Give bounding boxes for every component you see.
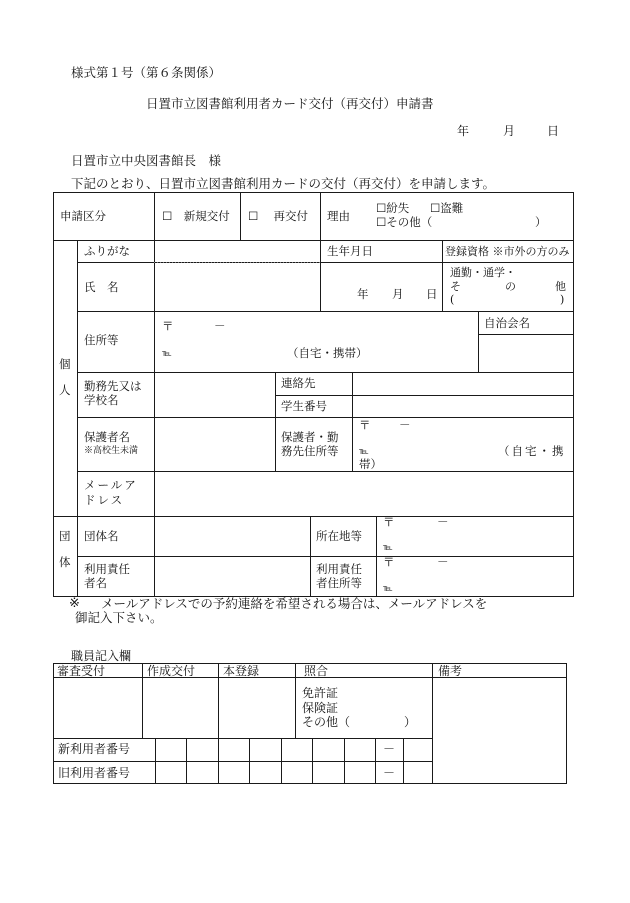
old-user-number-dash: －	[383, 766, 396, 780]
furigana-label: ふりがな	[84, 244, 130, 258]
guardian-home-mobile-2: 帯）	[359, 457, 382, 471]
location-postal-mark: 〒	[383, 515, 395, 529]
org-name-label: 団体名	[84, 529, 119, 543]
location-tel-mark: ℡	[383, 543, 393, 553]
birth-day-label: 日	[426, 287, 438, 301]
birth-year-label: 年	[357, 287, 369, 301]
guardian-note: ※高校生未満	[84, 446, 139, 456]
date-day-label: 日	[547, 124, 560, 138]
form-title: 日置市立図書館利用者カード交付（再交付）申請書	[146, 96, 434, 111]
email-label-1: メールア	[84, 478, 138, 492]
guardian-address-label-2: 務先住所等	[281, 444, 339, 458]
check-license: 免許証	[302, 686, 339, 700]
date-month-label: 月	[503, 124, 516, 138]
contact-label: 連絡先	[281, 376, 316, 390]
qualification-option-1: 通勤・通学・	[450, 266, 516, 279]
address-label: 住所等	[84, 333, 119, 347]
postal-mark: 〒	[162, 319, 174, 333]
responsible-address-label-1: 利用責任	[316, 562, 362, 576]
guardian-postal-mark: 〒	[359, 418, 371, 432]
intro-text: 下記のとおり、日置市立図書館利用カードの交付（再交付）を申請します。	[71, 176, 496, 191]
new-issue-checkbox[interactable]: ☐ 新規交付	[162, 209, 230, 223]
old-user-number-label: 旧利用者番号	[58, 766, 131, 780]
name-label: 氏 名	[84, 280, 119, 294]
group-section-label-1: 団	[59, 529, 71, 543]
work-label-1: 勤務先又は	[84, 379, 142, 393]
guardian-postal-dash: －	[399, 418, 411, 432]
reason-theft-checkbox[interactable]: ☐盗難	[430, 201, 464, 215]
qualification-option-2a: そ	[450, 280, 461, 293]
qualification-close: )	[560, 293, 565, 306]
responsible-address-label-2: 者住所等	[316, 576, 362, 590]
reason-other-close: ）	[535, 215, 547, 229]
qualification-open: (	[450, 293, 455, 306]
birth-month-label: 月	[392, 287, 404, 301]
staff-col-review: 審査受付	[57, 664, 106, 678]
staff-col-remarks: 備考	[438, 664, 463, 678]
qualification-option-2c: 他	[555, 280, 566, 293]
new-user-number-dash: －	[383, 742, 396, 756]
birth-date-label: 生年月日	[327, 244, 373, 258]
responsible-label-1: 利用責任	[84, 562, 130, 576]
staff-col-issue: 作成交付	[147, 664, 196, 678]
personal-group-label-2: 人	[59, 383, 71, 397]
responsible-postal-dash: －	[437, 555, 449, 569]
reason-label: 理由	[327, 209, 350, 223]
qualification-option-2b: の	[505, 280, 516, 293]
tel-mark: ℡	[162, 349, 172, 359]
responsible-label-2: 者名	[84, 576, 107, 590]
group-section-label-2: 体	[59, 555, 71, 569]
staff-col-register: 本登録	[223, 664, 260, 678]
work-label-2: 学校名	[84, 393, 119, 407]
home-mobile-label: （自宅・携帯）	[287, 346, 368, 360]
association-label: 自治会名	[484, 316, 530, 330]
check-other-close: ）	[404, 715, 417, 729]
category-label: 申請区分	[60, 209, 106, 223]
note-line-1: メールアドレスでの予約連絡を希望される場合は、メールアドレスを	[101, 596, 488, 611]
new-user-number-label: 新利用者番号	[58, 742, 131, 756]
personal-group-label-1: 個	[59, 357, 71, 371]
form-number: 様式第１号（第６条関係）	[71, 65, 222, 80]
guardian-home-mobile: （自宅・携	[498, 444, 566, 458]
note-line-2: 御記入下さい。	[75, 610, 163, 625]
staff-col-check: 照合	[304, 664, 329, 678]
postal-dash: －	[214, 319, 226, 333]
responsible-tel-mark: ℡	[383, 584, 393, 594]
guardian-tel-mark: ℡	[359, 447, 369, 457]
staff-section-label: 職員記入欄	[71, 649, 132, 663]
location-postal-dash: －	[437, 515, 449, 529]
reissue-checkbox[interactable]: ☐ 再交付	[248, 209, 308, 223]
location-label: 所在地等	[316, 529, 362, 543]
qualification-label: 登録資格 ※市外の方のみ	[445, 245, 570, 258]
date-year-label: 年	[457, 124, 470, 138]
guardian-address-label-1: 保護者・勤	[281, 430, 339, 444]
check-insurance: 保険証	[302, 701, 339, 715]
student-number-label: 学生番号	[281, 399, 327, 413]
responsible-postal-mark: 〒	[383, 555, 395, 569]
email-label-2: ドレス	[84, 493, 125, 507]
note-mark: ※	[69, 596, 80, 611]
reason-lost-checkbox[interactable]: ☐紛失	[376, 201, 410, 215]
addressee: 日置市立中央図書館長 様	[71, 153, 222, 168]
reason-other-checkbox[interactable]: ☐その他（	[376, 215, 433, 229]
check-other: その他（	[302, 715, 351, 729]
guardian-label: 保護者名	[84, 430, 130, 444]
